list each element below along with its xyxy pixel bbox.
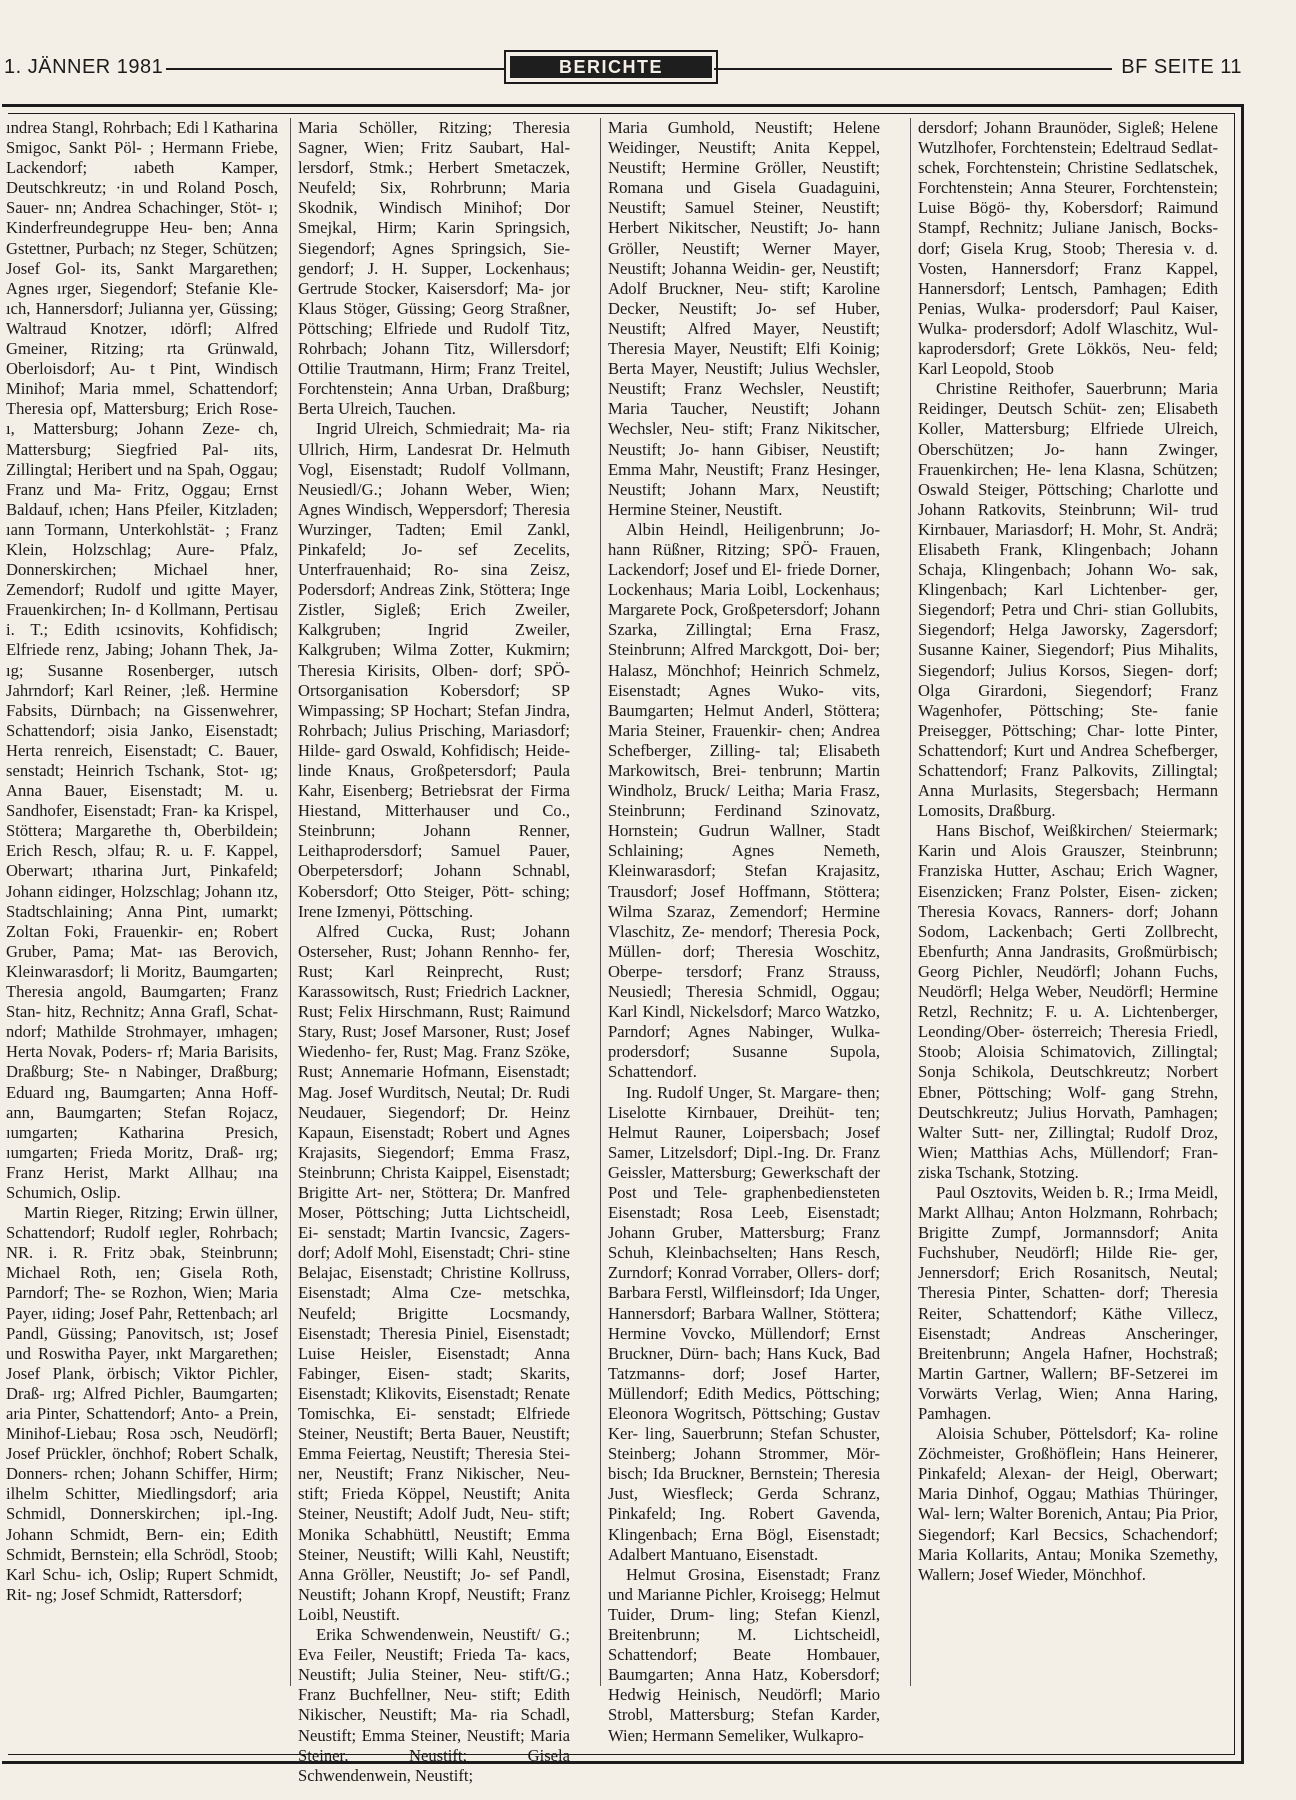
text-column-1 [6, 118, 278, 1718]
paragraph: Martin Rieger, Ritzing; Erwin üllner, Schattendorf; Rudolf ıegler, Rohrbach; NR. i. R. Fritz ɔbak, Steinbrunn; Michael Roth, ıen; Gisela Roth, Parndorf; The- se Rozhon, Wien; Maria Payer, ıiding; Josef Pahr, Rettenbach; arl Pandl, Güssing; Panovitsch, ıst; Josef und Roswitha Payer, ınkt Margarethen; Josef Plank, örbisch; Viktor Pichler, Draß- ırg; Alfred Pichler, Baumgarten; aria Pinter, Schattendorf; Anto- a Prein, Minihof-Liebau; Rosa ɔsch, Neudörfl; Josef Prückler, önchhof; Robert Schalk, Donners- rchen; Johann Schiffer, Hirm; ilhelm Schitter, Miedlingsdorf; aria Schmidl, Donnerskirchen; ipl.-Ing. Johann Schmidt, Bern- ein; Edith Schmidt, Bernstein; ella Schrödl, Stoob; Karl Schu- ich, Oslip; Rupert Schmidt, Rit- ng; Josef Schmidt, Rattersdorf; [6, 1203, 278, 1604]
paragraph: Christine Reithofer, Sauerbrunn; Maria Reidinger, Deutsch Schüt- zen; Elisabeth Koller, Mattersburg; Elfriede Ulreich, Oberschützen; Jo- hann Zwinger, Frauenkirchen; He- lena Klasna, Schützen; Oswald Steiger, Pöttsching; Charlotte und Johann Ratkovits, Steinbrunn; Wil- trud Kirnbauer, Mariasdorf; H. Mohr, St. Andrä; Elisabeth Frank, Klingenbach; Johann Schaja, Klingenbach; Johann Wo- sak, Klingenbach; Karl Lichtenber- ger, Siegendorf; Petra und Chri- stian Gollubits, Siegendorf; Helga Jaworsky, Zagersdorf; Susanne Kainer, Siegendorf; Pius Mihalits, Siegendorf; Julius Korsos, Siegen- dorf; Olga Girardoni, Siegendorf; Franz Wagenhofer, Pöttsching; Ste- fanie Preisegger, Pöttsching; Char- lotte Pinter, Schattendorf; Kurt und Andrea Schefberger, Schattendorf; Franz Palkovits, Zillingtal; Anna Murlasits, Stegersbach; Hermann Lomosits, Draßburg. [918, 379, 1218, 821]
paragraph: Ing. Rudolf Unger, St. Margare- then; Liselotte Kirnbauer, Dreihüt- ten; Helmut Rauner, Loipersbach; Josef Samer, Litzelsdorf; Dipl.-Ing. Dr. Franz Geissler, Mattersburg; Gewerkschaft der Post und Tele- graphenbediensteten Eisenstadt; Rosa Leeb, Eisenstadt; Johann Gruber, Mattersburg; Franz Schuh, Kleinbachselten; Hans Resch, Zurndorf; Konrad Vorraber, Ollers- dorf; Barbara Ferstl, Wilfleinsdorf; Ida Unger, Hannersdorf; Barbara Wallner, Stöttera; Hermine Vovcko, Müllendorf; Ernst Bruckner, Dürn- bach; Hans Kuck, Bad Tatzmanns- dorf; Josef Harter, Müllendorf; Edith Medics, Pöttsching; Eleonora Wogritsch, Pöttsching; Gustav Ker- ling, Sauerbrunn; Stefan Schuster, Steinberg; Johann Strommer, Mör- bisch; Ida Bruckner, Bernstein; Theresia Just, Wiesfleck; Gerda Schranz, Pinkafeld; Ing. Robert Gavenda, Klingenbach; Erna Bögl, Eisenstadt; Adalbert Mantuano, Eisenstadt. [608, 1082, 880, 1564]
paragraph: Aloisia Schuber, Pöttelsdorf; Ka- roline Zöchmeister, Großhöflein; Hans Heinerer, Pinkafeld; Alexan- der Heigl, Oberwart; Maria Dinhof, Oggau; Mathias Thüringer, Wal- lern; Walter Borenich, Antau; Pia Prior, Siegendorf; Karl Becsics, Schachendorf; Maria Kollarits, Antau; Monika Szemethy, Wallern; Josef Wieder, Mönchhof. [918, 1424, 1218, 1584]
paragraph: Hans Bischof, Weißkirchen/ Steiermark; Karin und Alois Grauszer, Steinbrunn; Franziska Hutter, Aschau; Erich Wagner, Eisenzicken; Franz Polster, Eisen- zicken; Theresia Kovacs, Ranners- dorf; Johann Sodom, Lackenbach; Gerti Zollbrecht, Ebenfurth; Anna Jandrasits, Großmürbisch; Georg Pichler, Neudörfl; Johann Fuchs, Neudörfl; Helga Weber, Neudörfl; Hermine Retzl, Rechnitz; F. u. A. Lichtenberger, Leonding/Ober- österreich; Theresia Friedl, Stoob; Aloisia Schimatovich, Zillingtal; Sonja Schikola, Deutschkreutz; Norbert Ebner, Pöttsching; Wolf- gang Strehn, Deutschkreutz; Julius Horvath, Pamhagen; Walter Sutt- ner, Zillingtal; Rudolf Droz, Wien; Matthias Achs, Müllendorf; Fran- ziska Tschank, Stotzing. [918, 821, 1218, 1182]
paragraph: ındrea Stangl, Rohrbach; Edi l Katharina Smigoc, Sankt Pöl- ; Hermann Friebe, Lackendorf; ıabeth Kamper, Deutschkreutz; ·in und Roland Posch, Sauer- nn; Andrea Schachinger, Stöt- ı; Kinderfreundegruppe Heu- ben; Anna Gstettner, Purbach; nz Steger, Schützen; Josef Gol- its, Sankt Margarethen; Agnes ırger, Siegendorf; Stefanie Kle- ıch, Hannersdorf; Julianna yer, Güssing; Waltraud Knotzer, ıdörfl; Alfred Gmeiner, Ritzing; rta Grünwald, Oberloisdorf; Au- t Pint, Windisch Minihof; Maria mmel, Schattendorf; Theresia opf, Mattersburg; Erich Rose- ı, Mattersburg; Johann Zeze- ch, Mattersburg; Siegfried Pal- ıits, Zillingtal; Heribert und na Spah, Oggau; Franz und Ma- Fritz, Oggau; Ernst Baldauf, ıchen; Hans Pfeiler, Kitzladen; ıann Tormann, Unterkohlstät- ; Franz Klein, Holzschlag; Aure- Pfalz, Donnerskirchen; Michael hner, Zemendorf; Rudolf und ıgitte Mayer, Frauenkirchen; In- d Kollmann, Pertisau i. T.; Edith ıcsinovits, Kohfidisch; Elfriede renz, Jabing; Johann Thek, Ja- ıg; Susanne Rosenberger, ıutsch Jahrndorf; Karl Reiner, ;leß. Hermine Fabsits, Dürnbach; na Gissenwehrer, Schattendorf; ɔisia Janko, Eisenstadt; Herta renreich, Eisenstadt; C. Bauer, senstadt; Heinrich Tschank, Stot- ıg; Anna Bauer, Eisenstadt; M. u. Sandhofer, Eisenstadt; Fran- ka Krispel, Stöttera; Margarethe th, Oberbildein; Erich Resch, ɔlfau; R. u. F. Kappel, Oberwart; ıtharina Jurt, Pinkafeld; Johann ɛidinger, Holzschlag; Johann ıtz, Stadtschlaining; Anna Pint, ıumarkt; Zoltan Foki, Frauenkir- en; Robert Gruber, Pama; Mat- ıas Berovich, Kleinwarasdorf; li Moritz, Baumgarten; Theresia angold, Baumgarten; Franz Stan- hitz, Rechnitz; Anna Grafl, Schat- ndorf; Mathilde Strohmayer, ımhagen; Herta Novak, Poders- rf; Maria Barisits, Draßburg; Ste- n Nabinger, Draßburg; Eduard ıng, Baumgarten; Anna Hoff- ann, Baumgarten; Stefan Rojacz, ıumgarten; Katharina Presich, ıumgarten; Frieda Moritz, Draß- ırg; Franz Herist, Markt Allhau; ına Schumich, Oslip. [6, 118, 278, 1202]
paragraph: Erika Schwendenwein, Neustift/ G.; Eva Feiler, Neustift; Frieda Ta- kacs, Neustift; Julia Steiner, Neu- stift/G.; Franz Buchfellner, Neu- stift; Edith Nikischer, Neustift; Ma- ria Schadl, Neustift; Emma Steiner, Neustift; Maria Steiner, Neustift; Gisela Schwendenwein, Neustift; [298, 1625, 570, 1785]
paragraph: Maria Schöller, Ritzing; Theresia Sagner, Wien; Fritz Saubart, Hal- lersdorf, Stmk.; Herbert Smetaczek, Neufeld; Six, Rohrbrunn; Maria Skodnik, Windisch Minihof; Dor Smejkal, Hirm; Karin Springsich, Siegendorf; Agnes Springsich, Sie- gendorf; J. H. Supper, Lockenhaus; Gertrude Stocker, Kaisersdorf; Ma- jor Klaus Stöger, Güssing; Georg Straßner, Pöttsching; Elfriede und Rudolf Titz, Rohrbach; Johann Titz, Willersdorf; Ottilie Trautmann, Hirm; Franz Treitel, Forchtenstein; Anna Urban, Draßburg; Berta Ulreich, Tauchen. [298, 118, 570, 419]
column-divider [910, 118, 911, 1686]
text-column-4 [918, 118, 1218, 1718]
paragraph: Maria Gumhold, Neustift; Helene Weidinger, Neustift; Anita Keppel, Neustift; Hermine Gröller, Neustift; Romana und Gisela Guadaguini, Neustift; Samuel Steiner, Neustift; Herbert Nikitscher, Neustift; Jo- hann Gröller, Neustift; Werner Mayer, Neustift; Johanna Weidin- ger, Neustift; Adolf Bruckner, Neu- stift; Karoline Decker, Neustift; Jo- sef Huber, Neustift; Alfred Mayer, Neustift; Theresia Mayer, Neustift; Elfi Koinig; Berta Mayer, Neustift; Julius Wechsler, Neustift; Franz Wechsler, Neustift; Maria Taucher, Neustift; Johann Wechsler, Neu- stift; Franz Nikitscher, Neustift; Jo- hann Gibiser, Neustift; Emma Mahr, Neustift; Franz Hesinger, Neustift; Johann Marx, Neustift; Hermine Steiner, Neustift. [608, 118, 880, 519]
paragraph: Alfred Cucka, Rust; Johann Osterseher, Rust; Johann Rennho- fer, Rust; Karl Reinprecht, Rust; Karassowitsch, Rust; Friedrich Lackner, Rust; Felix Hirschmann, Rust; Raimund Stary, Rust; Josef Marsoner, Rust; Josef Wiedenho- fer, Rust; Mag. Franz Szöke, Rust; Annemarie Hofmann, Eisenstadt; Mag. Josef Wurditsch, Neutal; Dr. Rudi Neudauer, Siegendorf; Dr. Heinz Kapaun, Eisenstadt; Robert und Agnes Krajasits, Siegendorf; Emma Frasz, Steinbrunn; Christa Kaippel, Eisenstadt; Brigitte Art- ner, Stöttera; Dr. Manfred Moser, Pöttsching; Jutta Lichtscheidl, Ei- senstadt; Martin Ivancsic, Zagers- dorf; Adolf Mohl, Eisenstadt; Chri- stine Belajac, Eisenstadt; Christine Kollruss, Eisenstadt; Alma Cze- metschka, Neufeld; Brigitte Locsmandy, Eisenstadt; Theresia Piniel, Eisenstadt; Luise Heisler, Eisenstadt; Anna Fabinger, Eisen- stadt; Skarits, Eisenstadt; Klikovits, Eisenstadt; Renate Tomischka, Ei- senstadt; Elfriede Steiner, Neustift; Berta Bauer, Neustift; Emma Feiertag, Neustift; Theresia Stei- ner, Neustift; Franz Nikischer, Neu- stift; Frieda Köppel, Neustift; Anita Steiner, Neustift; Adolf Judt, Neu- stift; Monika Schabhüttl, Neustift; Emma Steiner, Neustift; Willi Kahl, Neustift; Anna Gröller, Neustift; Jo- sef Pandl, Neustift; Johann Kropf, Neustift; Franz Loibl, Neustift. [298, 921, 570, 1624]
paragraph: Paul Osztovits, Weiden b. R.; Irma Meidl, Markt Allhau; Anton Holzmann, Rohrbach; Brigitte Zumpf, Jormannsdorf; Anita Fuchshuber, Neudörfl; Hilde Rie- ger, Jennersdorf; Erich Rosanitsch, Neutal; Theresia Pinter, Schatten- dorf; Theresia Reiter, Schattendorf; Käthe Villecz, Eisenstadt; Andreas Anscheringer, Breitenbrunn; Angela Hafner, Hochstraß; Martin Gartner, Wallern; BF-Setzerei im Vorwärts Verlag, Wien; Anna Haring, Pamhagen. [918, 1182, 1218, 1423]
paragraph: Albin Heindl, Heiligenbrunn; Jo- hann Rüßner, Ritzing; SPÖ- Frauen, Lackendorf; Josef und El- friede Dorner, Lockenhaus; Maria Loibl, Lockenhaus; Margarete Pock, Großpetersdorf; Johann Szarka, Zillingtal; Erna Frasz, Steinbrunn; Alfred Marckgott, Doi- ber; Halasz, Mönchhof; Heinrich Schmelz, Eisenstadt; Agnes Wuko- vits, Baumgarten; Helmut Anderl, Stöttera; Maria Steiner, Frauenkir- chen; Andrea Schefberger, Zilling- tal; Elisabeth Markowitsch, Brei- tenbrunn; Martin Windholz, Bruck/ Leitha; Maria Frasz, Steinbrunn; Ferdinand Szinovatz, Hornstein; Gudrun Wallner, Stadt Schlaining; Agnes Nemeth, Kleinwarasdorf; Stefan Krajasitz, Trausdorf; Josef Hoffmann, Stöttera; Wilma Szaraz, Zemendorf; Hermine Vlaschitz, Ze- mendorf; Theresia Pock, Müllen- dorf; Theresia Woschitz, Oberpe- tersdorf; Franz Strauss, Neusiedl; Theresia Schmidl, Oggau; Karl Kindl, Nickelsdorf; Marco Watzko, Parndorf; Agnes Nabinger, Wulka- prodersdorf; Susanne Supola, Schattendorf. [608, 519, 880, 1082]
header-rule-left [166, 68, 512, 70]
paragraph: Helmut Grosina, Eisenstadt; Franz und Marianne Pichler, Kroisegg; Helmut Tuider, Drum- ling; Stefan Kienzl, Breitenbrunn; M. Lichtscheidl, Schattendorf; Beate Hombauer, Baumgarten; Anna Hatz, Kobersdorf; Hedwig Heinisch, Neudörfl; Mario Strobl, Mattersburg; Stefan Karder, Wien; Hermann Semeliker, Wulkapro- [608, 1564, 880, 1745]
paragraph: dersdorf; Johann Braunöder, Sigleß; Helene Wutzlhofer, Forchtenstein; Edeltraud Sedlat- schek, Forchtenstein; Christine Sedlatschek, Forchtenstein; Anna Steurer, Forchtenstein; Luise Bögö- thy, Kobersdorf; Raimund Stampf, Rechnitz; Juliane Janisch, Bocks- dorf; Gisela Krug, Stoob; Theresia v. d. Vosten, Hannersdorf; Franz Kappel, Hannersdorf; Lentsch, Pamhagen; Edith Penias, Wulka- prodersdorf; Paul Kaiser, Wulka- prodersdorf; Adolf Wlaschitz, Wul- kaprodersdorf; Grete Lökkös, Neu- feld; Karl Leopold, Stoob [918, 118, 1218, 379]
paragraph: Ingrid Ulreich, Schmiedrait; Ma- ria Ullrich, Hirm, Landesrat Dr. Helmuth Vogl, Eisenstadt; Rudolf Vollmann, Neusiedl/G.; Johann Weber, Wien; Agnes Windisch, Weppersdorf; Theresia Wurzinger, Tadten; Emil Zankl, Pinkafeld; Jo- sef Zecelits, Unterfrauenhaid; Ro- sina Zeisz, Podersdorf; Andreas Zink, Stöttera; Inge Zistler, Sigleß; Erich Zweiler, Kalkgruben; Ingrid Zweiler, Kalkgruben; Wilma Zotter, Kukmirn; Theresia Kirisits, Olben- dorf; SPÖ-Ortsorganisation Kobersdorf; SP Wimpassing; SP Hochart; Stefan Jindra, Rohrbach; Julius Prisching, Mariasdorf; Hilde- gard Oswald, Kohfidisch; Heide- linde Knaus, Großpetersdorf; Paula Kahr, Eisenberg; Betriebsrat der Firma Hiestand, Mitterhauser und Co., Steinbrunn; Johann Renner, Leithaprodersdorf; Samuel Pauer, Oberpetersdorf; Johann Schnabl, Kobersdorf; Otto Steiger, Pött- sching; Irene Izmenyi, Pöttsching. [298, 419, 570, 921]
page-header [0, 46, 1296, 90]
header-rule-right [714, 68, 1112, 70]
section-banner [504, 50, 718, 84]
column-divider [290, 118, 291, 1686]
column-divider [600, 118, 601, 1686]
issue-date: 1. JÄNNER 1981 [4, 56, 164, 78]
section-title: BERICHTE [510, 56, 712, 78]
text-column-3 [608, 118, 880, 1745]
page-number: BF SEITE 11 [1121, 56, 1242, 78]
text-column-2 [298, 118, 570, 1785]
